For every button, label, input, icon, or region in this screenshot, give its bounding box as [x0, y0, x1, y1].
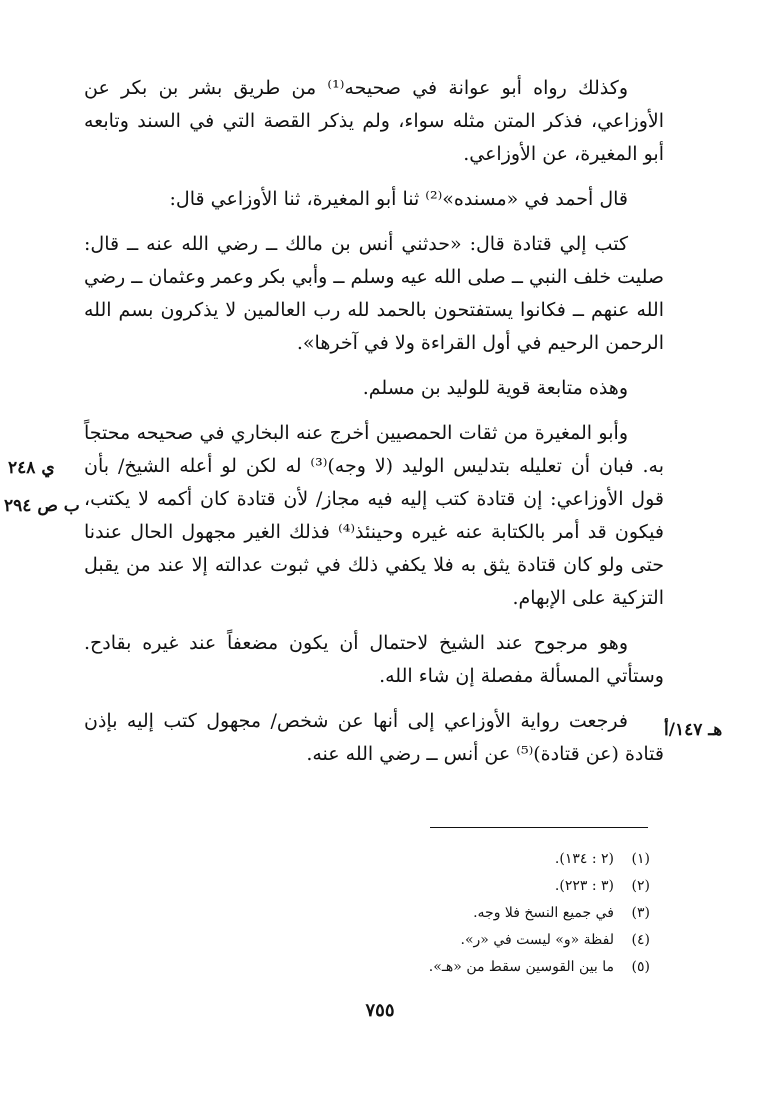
footnote — [300, 873, 650, 900]
paragraph-5: وأبو المغيرة من ثقات الحمصيين أخرج عنه البخاري في صحيحه محتجاً به. فبان أن تعليله بتدليس الوليد (لا وجه)⁽³⁾ له لكن لو أعله الشيخ/ بأن قول الأوزاعي: إن قتادة كتب إليه فيه مجاز/ لأن قتادة كان أكمه لا يكتب، فيكون قد أمر بالكتابة عنه غيره وحينئذ⁽⁴⁾ فذلك الغير مجهول الحال عندنا حتى ولو كان قتادة يثق به فلا يكفي ذلك في ثبوت عدالته إلا عند من يقبل التزكية على الإبهام. — [84, 422, 665, 609]
paragraph-7: فرجعت رواية الأوزاعي إلى أنها عن شخص/ مجهول كتب إليه بإذن قتادة (عن قتادة)⁽⁵⁾ عن أنس ــ رضي الله عنه. — [84, 710, 664, 765]
footnote — [300, 900, 650, 927]
footnote-text: في جميع النسخ فلا وجه. — [473, 905, 614, 921]
footnote-number: (٤) — [631, 932, 650, 948]
footnote-number: (٢) — [631, 878, 650, 894]
paragraph-4: وهذه متابعة قوية للوليد بن مسلم. — [362, 377, 628, 399]
footnote — [300, 846, 650, 873]
footnote — [300, 927, 650, 954]
footnote-number: (٥) — [631, 959, 650, 975]
footnote-number: (٣) — [631, 905, 650, 921]
footnote-text: (٢ : ١٣٤). — [554, 851, 614, 867]
footnote-text: (٣ : ٢٢٣). — [554, 878, 614, 894]
margin-note-manuscript-b: ب ص ٢٩٤ — [4, 496, 80, 516]
footnotes — [300, 846, 650, 981]
footnote-separator — [430, 827, 648, 828]
paragraph-2: قال أحمد في «مسنده»⁽²⁾ ثنا أبو المغيرة، ثنا الأوزاعي قال: — [169, 188, 628, 210]
footnote-text: ما بين القوسين سقط من «هـ». — [428, 959, 614, 975]
margin-note-manuscript-h: هـ ١٤٧/أ — [664, 720, 723, 740]
page-number: ٧٥٥ — [365, 1000, 395, 1021]
footnote-number: (١) — [631, 851, 650, 867]
paragraph-3: كتب إلي قتادة قال: «حدثني أنس بن مالك ــ رضي الله عنه ــ قال: صليت خلف النبي ــ صلى الله عيه وسلم ــ وأبي بكر وعمر وعثمان ــ رضي الله عنهم ــ فكانوا يستفتحون بالحمد لله رب العالمين لا يذكرون بسم الله الرحمن الرحيم في أول القراءة ولا في آخرها». — [84, 233, 664, 354]
footnote — [300, 954, 650, 981]
paragraph-1: وكذلك رواه أبو عوانة في صحيحه⁽¹⁾ من طريق بشر بن بكر عن الأوزاعي، فذكر المتن مثله سواء، ولم يذكر القصة التي في السند وتابعه أبو المغيرة، عن الأوزاعي. — [84, 77, 664, 165]
margin-note-manuscript-y: ي ٢٤٨ — [8, 458, 55, 478]
paragraph-6: وهو مرجوح عند الشيخ لاحتمال أن يكون مضعفاً عند غيره بقادح. وستأتي المسألة مفصلة إن شاء الله. — [84, 632, 664, 687]
footnote-text: لفظة «و» ليست في «ر». — [460, 932, 614, 948]
main-text — [84, 72, 664, 771]
